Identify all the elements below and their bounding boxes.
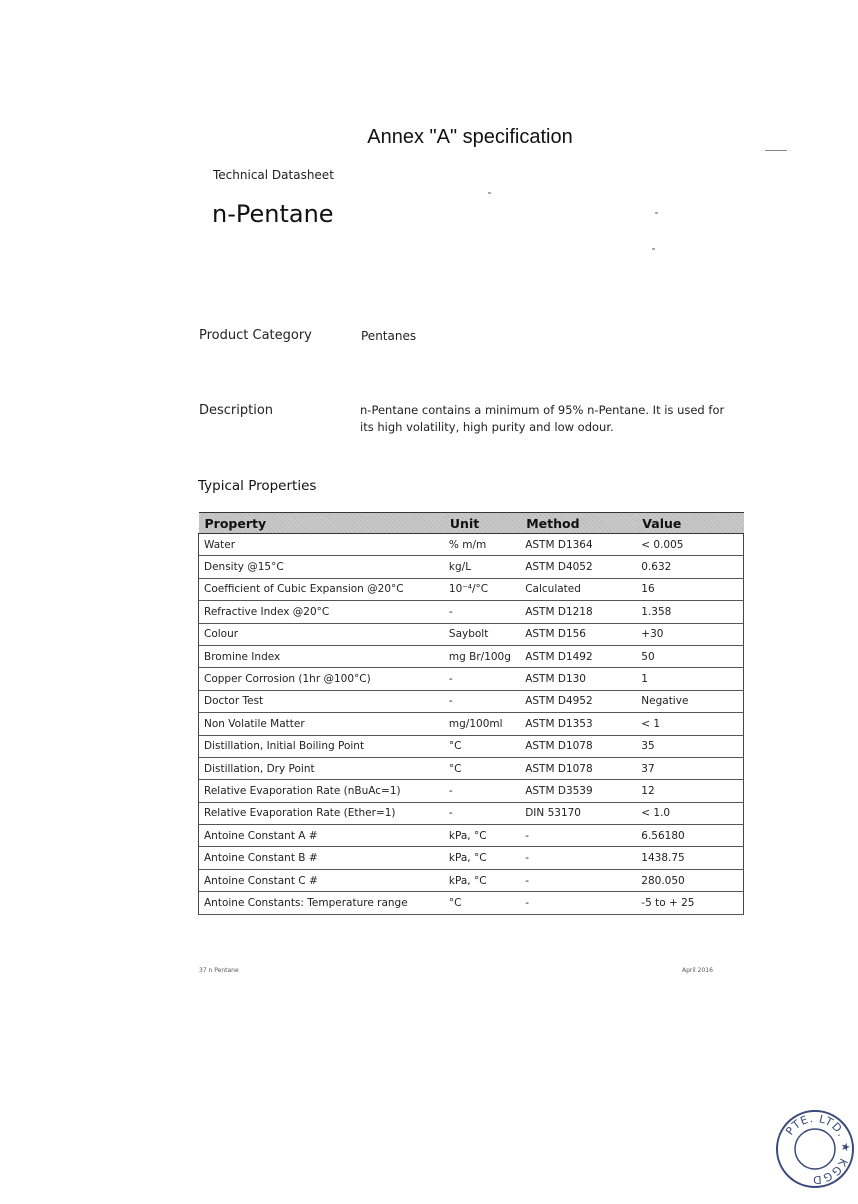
scan-speck [488,192,491,194]
annex-title: Annex "A" specification [367,126,573,148]
property-cell: Relative Evaporation Rate (Ether=1) [199,802,444,824]
method-cell: - [520,847,636,869]
column-header-property: Property [199,513,444,534]
table-row [199,578,744,600]
column-header-value: Value [636,513,743,534]
table-row [199,825,744,847]
doc-type-label: Technical Datasheet [213,168,334,182]
table-row [199,713,744,735]
description-value: n-Pentane contains a minimum of 95% n-Pentane. It is used for its high volatility, high purity and low odour. [360,403,725,434]
table-row [199,556,744,578]
property-cell: Coefficient of Cubic Expansion @20°C [199,578,444,600]
description-label: Description [199,403,274,418]
method-cell: ASTM D1218 [520,601,636,623]
method-cell: ASTM D156 [520,623,636,645]
unit-cell: °C [444,757,520,779]
unit-cell: mg/100ml [444,713,520,735]
value-cell: 16 [636,578,743,600]
method-cell: ASTM D4952 [520,690,636,712]
value-cell: < 0.005 [636,534,743,556]
table-row [199,869,744,891]
method-cell: ASTM D1353 [520,713,636,735]
value-cell: < 1 [636,713,743,735]
method-cell: - [520,892,636,914]
method-cell: Calculated [520,578,636,600]
unit-cell: - [444,668,520,690]
value-cell: 1 [636,668,743,690]
method-cell: - [520,869,636,891]
property-cell: Antoine Constant B # [199,847,444,869]
method-cell: DIN 53170 [520,802,636,824]
property-cell: Density @15°C [199,556,444,578]
scan-speck [652,248,655,250]
properties-table [198,512,744,915]
unit-cell: Saybolt [444,623,520,645]
table-row [199,534,744,556]
property-cell: Copper Corrosion (1hr @100°C) [199,668,444,690]
property-cell: Non Volatile Matter [199,713,444,735]
property-cell: Colour [199,623,444,645]
property-cell: Distillation, Initial Boiling Point [199,735,444,757]
typical-properties-heading: Typical Properties [198,478,317,494]
method-cell: ASTM D1492 [520,645,636,667]
value-cell: 1.358 [636,601,743,623]
table-row [199,601,744,623]
column-header-unit: Unit [444,513,520,534]
property-cell: Doctor Test [199,690,444,712]
table-header-row [199,513,744,534]
unit-cell: - [444,690,520,712]
table-row [199,623,744,645]
unit-cell: 10⁻⁴/°C [444,578,520,600]
table-row [199,847,744,869]
property-cell: Refractive Index @20°C [199,601,444,623]
method-cell: - [520,825,636,847]
method-cell: ASTM D130 [520,668,636,690]
property-cell: Antoine Constants: Temperature range [199,892,444,914]
value-cell: 1438.75 [636,847,743,869]
value-cell: Negative [636,690,743,712]
property-cell: Distillation, Dry Point [199,757,444,779]
unit-cell: - [444,802,520,824]
unit-cell: kPa, °C [444,869,520,891]
unit-cell: °C [444,892,520,914]
footer-left: 37 n Pentane [199,967,239,974]
value-cell: < 1.0 [636,802,743,824]
unit-cell: % m/m [444,534,520,556]
table-row [199,802,744,824]
value-cell: 0.632 [636,556,743,578]
unit-cell: - [444,780,520,802]
unit-cell: kPa, °C [444,847,520,869]
unit-cell: kg/L [444,556,520,578]
product-category-value: Pentanes [361,329,417,343]
value-cell: 35 [636,735,743,757]
method-cell: ASTM D4052 [520,556,636,578]
value-cell: 50 [636,645,743,667]
svg-text:PTE. LTD. ★ KGGD: PTE. LTD. ★ KGGD [783,1111,853,1187]
value-cell: 12 [636,780,743,802]
table-row [199,757,744,779]
column-header-method: Method [520,513,636,534]
table-row [199,645,744,667]
property-cell: Water [199,534,444,556]
footer-right: April 2016 [682,967,713,974]
value-cell: 37 [636,757,743,779]
unit-cell: mg Br/100g [444,645,520,667]
method-cell: ASTM D1078 [520,735,636,757]
table-row [199,668,744,690]
company-stamp [774,1108,856,1190]
table-row [199,735,744,757]
unit-cell: °C [444,735,520,757]
product-name: n-Pentane [212,200,334,228]
property-cell: Bromine Index [199,645,444,667]
table-row [199,892,744,914]
value-cell: 6.56180 [636,825,743,847]
property-cell: Relative Evaporation Rate (nBuAc=1) [199,780,444,802]
unit-cell: kPa, °C [444,825,520,847]
value-cell: 280.050 [636,869,743,891]
table-row [199,780,744,802]
method-cell: ASTM D3539 [520,780,636,802]
method-cell: ASTM D1078 [520,757,636,779]
value-cell: +30 [636,623,743,645]
table-row [199,690,744,712]
value-cell: -5 to + 25 [636,892,743,914]
property-cell: Antoine Constant C # [199,869,444,891]
method-cell: ASTM D1364 [520,534,636,556]
product-category-label: Product Category [199,328,312,343]
property-cell: Antoine Constant A # [199,825,444,847]
scan-speck [655,212,658,214]
unit-cell: - [444,601,520,623]
scan-mark [765,150,787,151]
